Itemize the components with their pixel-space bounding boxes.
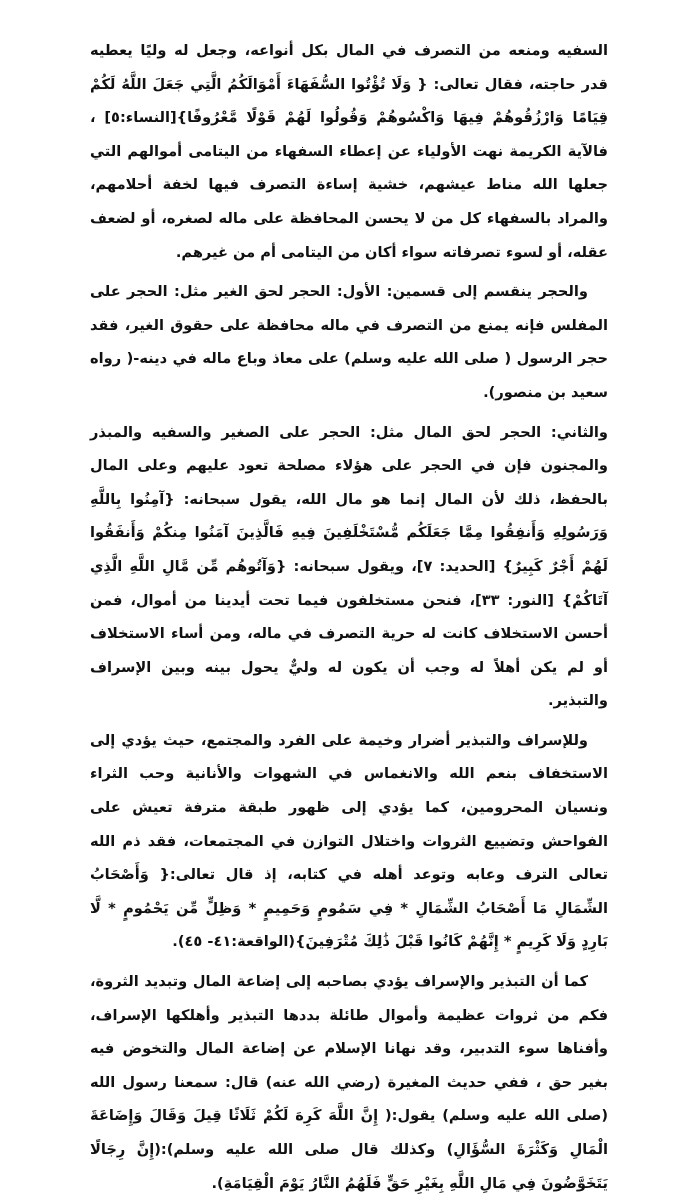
paragraph-1-text: السفيه ومنعه من التصرف في المال بكل أنواعه، وجعل له وليًا يعطيه قدر حاجته، فقال تعالى: { وَلَا تُؤْتُوا السُّفَهَاءَ أَمْوَالَكُمُ الَّتِي جَعَلَ اللَّهُ لَكُمْ قِيَامًا وَارْزُقُوهُمْ فِيهَا وَاكْسُوهُمْ وَقُولُوا لَهُمْ قَوْلًا مَّعْرُوفًا}[النساء:٥] ، فالآية الكريمة نهت الأولياء عن إعطاء السفهاء من اليتامى أموالهم التي جعلها الله مناط عيشهم، خشية إساءة التصرف فيها لخفة أحلامهم، والمراد بالسفهاء كل من لا يحسن المحافظة على ماله لصغره، أو لضعف عقله، أو لسوء تصرفاته سواء أكان من اليتامى أم من غيرهم.: [90, 42, 609, 261]
paragraph-5: [90, 965, 608, 1200]
paragraph-5-text: كما أن التبذير والإسراف يؤدي بصاحبه إلى إضاعة المال وتبديد الثروة، فكم من ثروات عظيمة وأموال طائلة بددها التبذير وأهلكها الإسراف، وأفناها سوء التدبير، وقد نهانا الإسلام عن إضاعة المال والتخوض فيه بغير حق ، ففي حديث المغيرة (رضي الله عنه) قال: سمعنا رسول الله (صلى الله عليه وسلم) يقول:( إِنَّ اللَّهَ كَرِهَ لَكُمْ ثَلَاثًا قِيلَ وَقَالَ وَإِضَاعَةَ الْمَالِ وَكَثْرَةَ السُّؤَالِ) وكذلك قال صلى الله عليه وسلم):(إِنَّ رِجَالًا يَتَخَوَّضُونَ فِي مَالِ اللَّهِ بِغَيْرِ حَقٍّ فَلَهُمُ النَّارُ يَوْمَ الْقِيَامَةِ).: [90, 973, 608, 1192]
paragraph-3: [90, 416, 608, 718]
paragraph-3-text: والثاني: الحجر لحق المال مثل: الحجر على الصغير والسفيه والمبذر والمجنون فإن في الحجر على هؤلاء مصلحة تعود عليهم وعلى المال بالحفظ، ذلك لأن المال إنما هو مال الله، يقول سبحانه: {آمِنُوا بِاللَّهِ وَرَسُولِهِ وَأَنفِقُوا مِمَّا جَعَلَكُم مُّسْتَخْلَفِينَ فِيهِ فَالَّذِينَ آمَنُوا مِنكُمْ وَأَنفَقُوا لَهُمْ أَجْرٌ كَبِيرٌ} [الحديد: ٧]، ويقول سبحانه: {وَآتُوهُم مِّن مَّالِ اللَّهِ الَّذِي آتَاكُمْ} [النور: ٣٣]، فنحن مستخلفون فيما تحت أيدينا من أموال، فمن أحسن الاستخلاف كانت له حرية التصرف في ماله، ومن أساء الاستخلاف أو لم يكن أهلاً له وجب أن يكون له وليٌّ يحول بينه وبين الإسراف والتبذير.: [90, 423, 608, 710]
paragraph-2: [90, 275, 608, 409]
paragraph-2-text: والحجر ينقسم إلى قسمين: الأول: الحجر لحق الغير مثل: الحجر على المفلس فإنه يمنع من التصرف في ماله محافظة على حقوق الغير، فقد حجر الرسول ( صلى الله عليه وسلم) على معاذ وباع ماله في دينه-( رواه سعيد بن منصور).: [90, 283, 608, 401]
paragraph-4-text: وللإسراف والتبذير أضرار وخيمة على الفرد والمجتمع، حيث يؤدي إلى الاستخفاف بنعم الله والانغماس في الشهوات والأنانية وحب الثراء ونسيان المحرومين، كما يؤدي إلى ظهور طبقة مترفة تعيش على الفواحش وتضييع الثروات واختلال التوازن في المجتمعات، فقد ذم الله تعالى الترف وعابه وتوعد أهله في كتابه، إذ قال تعالى:{ وَأَصْحَابُ الشِّمَالِ مَا أَصْحَابُ الشِّمَالِ * فِي سَمُومٍ وَحَمِيمٍ * وَظِلٍّ مِّن يَحْمُومٍ * لَّا بَارِدٍ وَلَا كَرِيمٍ * إِنَّهُمْ كَانُوا قَبْلَ ذَٰلِكَ مُتْرَفِينَ}(الواقعة:٤١- ٤٥).: [90, 731, 608, 951]
paragraph-1: [90, 34, 608, 269]
paragraph-4: [90, 724, 608, 959]
